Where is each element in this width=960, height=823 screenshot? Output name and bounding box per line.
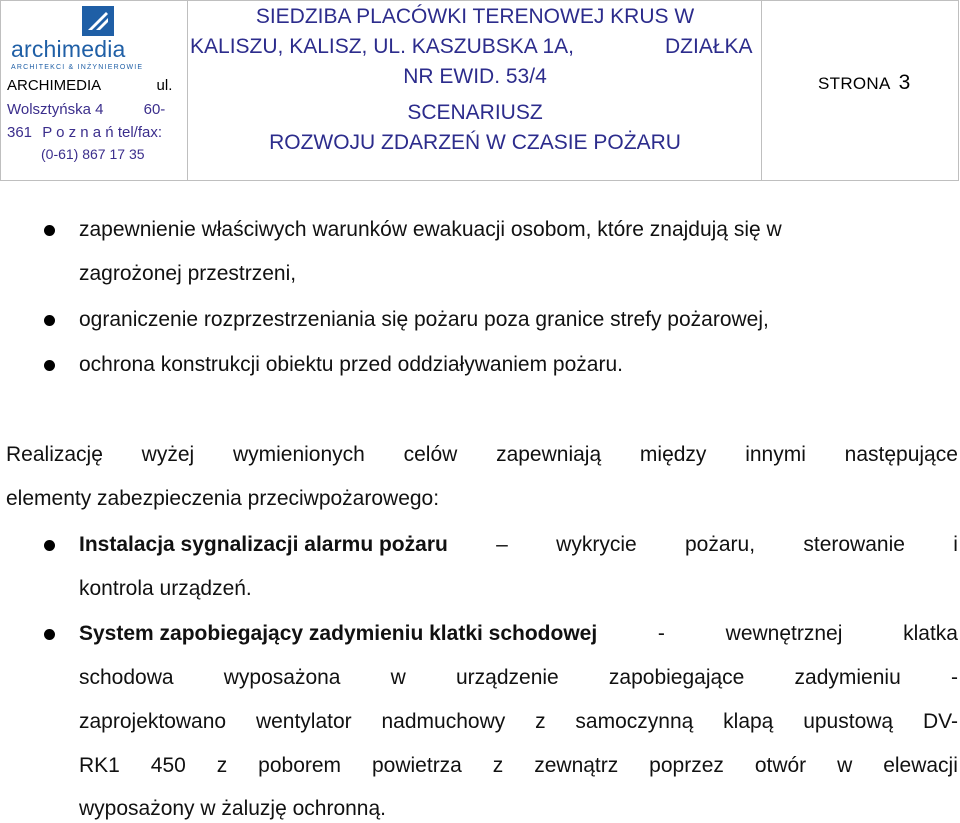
word: z <box>216 754 228 777</box>
word: zaprojektowano <box>79 710 227 733</box>
word: klatka <box>903 622 958 645</box>
paragraph-line <box>6 443 958 467</box>
phone-label: tel/fax: <box>117 124 163 141</box>
word: wymienionych <box>232 443 365 466</box>
word: poborem <box>258 754 342 777</box>
word: urządzenie <box>456 666 559 689</box>
word: zapewniają <box>496 443 602 466</box>
document-header <box>0 0 959 182</box>
word: i <box>953 533 958 556</box>
word: klapą <box>723 710 774 733</box>
word: zewnątrz <box>534 754 619 777</box>
list-item-line <box>79 533 958 557</box>
word: w <box>390 666 406 689</box>
title-line-5: ROZWOJU ZDARZEŃ W CZASIE POŻARU <box>269 131 681 154</box>
word: wyposażona <box>223 666 341 689</box>
page-label: STRONA <box>818 74 891 93</box>
word: między <box>639 443 707 466</box>
title-line-3: NR EWID. 53/4 <box>403 65 547 88</box>
list-item-line: ograniczenie rozprzestrzeniania się pożaru poza granice strefy pożarowej, <box>79 308 769 331</box>
company-street-line <box>7 101 165 118</box>
company-city-line <box>7 124 162 141</box>
logo-mark-icon <box>82 6 114 36</box>
bullet-icon <box>44 540 55 551</box>
list-item-line: ochrona konstrukcji obiektu przed oddziaływaniem pożaru. <box>79 353 623 376</box>
list-item-line <box>79 754 958 778</box>
company-name-line <box>7 77 172 94</box>
postcode-end: 361 <box>7 124 33 141</box>
item-heading: System zapobiegający zadymieniu klatki schodowej <box>79 622 598 645</box>
item-heading: Instalacja sygnalizacji alarmu pożaru <box>79 533 448 556</box>
company-name: ARCHIMEDIA <box>7 77 101 94</box>
word: – <box>496 533 508 556</box>
title-line-2 <box>188 35 762 59</box>
word: wyżej <box>141 443 195 466</box>
paragraph-line: elementy zabezpieczenia przeciwpożarowego: <box>6 487 440 510</box>
bullet-icon <box>44 225 55 236</box>
bullet-icon <box>44 360 55 371</box>
company-phone: (0-61) 867 17 35 <box>41 146 145 162</box>
list-item-line: zagrożonej przestrzeni, <box>79 262 297 285</box>
title-cell <box>188 0 762 181</box>
word: z <box>492 754 504 777</box>
bullet-icon <box>44 315 55 326</box>
title-line-1: SIEDZIBA PLACÓWKI TERENOWEJ KRUS W <box>255 5 695 28</box>
page-indicator <box>818 71 911 95</box>
list-item-line <box>79 622 958 646</box>
word: w <box>837 754 853 777</box>
word: Realizację <box>6 443 103 466</box>
word: samoczynną <box>575 710 694 733</box>
word: innymi <box>745 443 806 466</box>
title-address: KALISZU, KALISZ, UL. KASZUBSKA 1A, <box>190 35 574 58</box>
word: poprzez <box>649 754 724 777</box>
logo-tagline: ARCHITEKCI & INŻYNIEROWIE <box>11 64 144 71</box>
title-line-4: SCENARIUSZ <box>407 101 543 124</box>
word: wewnętrznej <box>725 622 843 645</box>
word: z <box>535 710 546 733</box>
word: powietrza <box>371 754 462 777</box>
list-item-line: zapewnienie właściwych warunków ewakuacji osobom, które znajdują się w <box>79 218 782 241</box>
list-item-line <box>79 666 958 690</box>
list-item-line: wyposażony w żaluzję ochronną. <box>79 797 387 820</box>
company-cell <box>0 0 188 181</box>
word: wykrycie <box>556 533 637 556</box>
word: upustową <box>803 710 894 733</box>
word: otwór <box>754 754 807 777</box>
page-cell <box>762 0 959 181</box>
postcode-start: 60- <box>143 101 166 118</box>
word: RK1 <box>79 754 120 777</box>
list-item-line: kontrola urządzeń. <box>79 577 252 600</box>
word: zadymieniu <box>794 666 901 689</box>
word: wentylator <box>255 710 352 733</box>
word: zapobiegające <box>608 666 745 689</box>
bullet-icon <box>44 629 55 640</box>
word: następujące <box>844 443 958 466</box>
word: DV- <box>922 710 958 733</box>
page-number: 3 <box>898 71 911 94</box>
word: elewacji <box>883 754 958 777</box>
street-prefix: ul. <box>156 77 173 94</box>
word: pożaru, <box>685 533 756 556</box>
company-logo <box>9 6 187 74</box>
list-item-line <box>79 710 958 734</box>
street-name: Wolsztyńska 4 <box>7 101 104 118</box>
word: sterowanie <box>803 533 905 556</box>
word: nadmuchowy <box>381 710 506 733</box>
word: - <box>657 622 665 645</box>
word: - <box>950 666 958 689</box>
word: schodowa <box>79 666 174 689</box>
word: 450 <box>150 754 186 777</box>
word: celów <box>403 443 458 466</box>
city-name: P o z n a ń <box>42 124 114 141</box>
title-plot-label: DZIAŁKA <box>665 35 753 58</box>
logo-wordmark: archimedia <box>11 36 126 62</box>
